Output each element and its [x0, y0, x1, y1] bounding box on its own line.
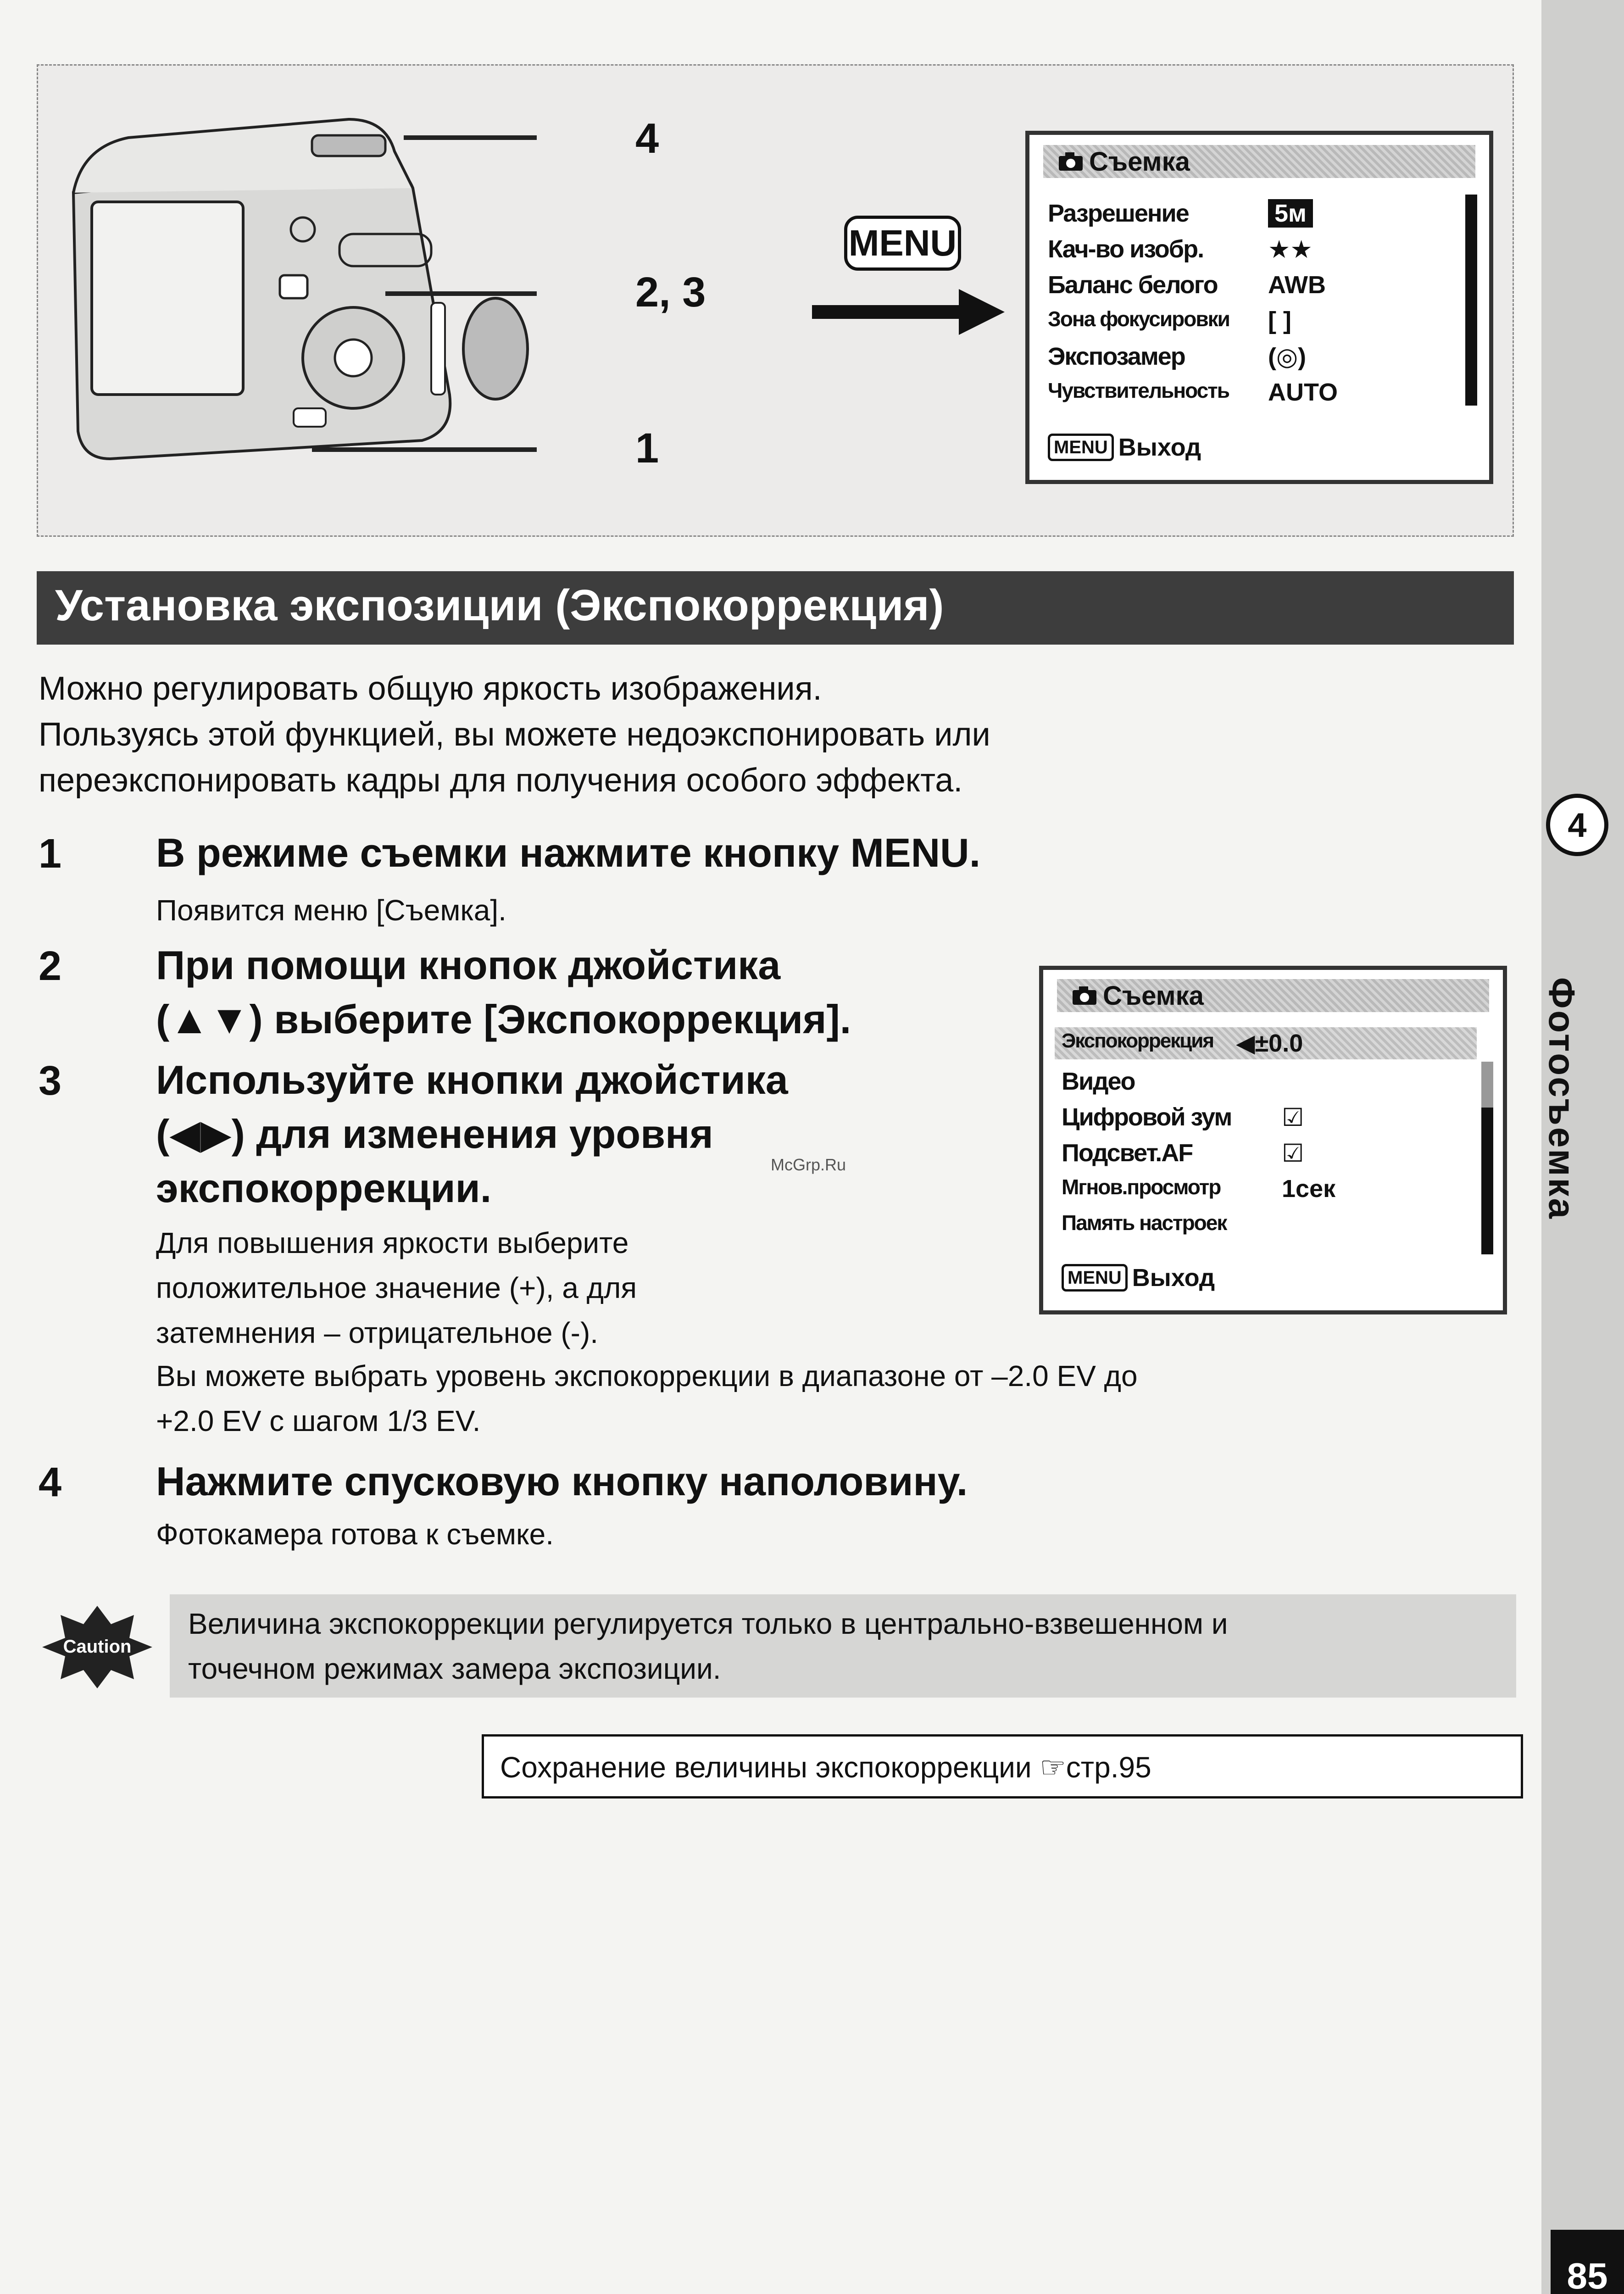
lcd-exit-label: Выход — [1132, 1264, 1215, 1292]
lcd-row-label: Экспокоррекция — [1062, 1030, 1214, 1052]
camera-icon — [1057, 151, 1085, 172]
lcd-row-label: Цифровой зум — [1062, 1103, 1232, 1131]
lcd-menu-title: Съемка — [1089, 146, 1190, 177]
lcd-row-value: 5м — [1268, 199, 1313, 228]
arrow-right-icon — [812, 280, 1005, 344]
lcd-row-label: Разрешение — [1048, 200, 1189, 227]
lcd-exit-label: Выход — [1118, 434, 1201, 461]
lcd-row-value: AUTO — [1268, 379, 1338, 406]
caution-icon — [42, 1606, 152, 1688]
lcd-row-value: ☑ — [1282, 1140, 1304, 1167]
camera-icon — [1071, 986, 1098, 1006]
step-note: Вы можете выбрать уровень экспокоррекции в диапазоне от –2.0 EV до — [156, 1359, 1138, 1392]
lcd-menu-shooting — [1025, 131, 1493, 484]
camera-illustration-icon — [55, 110, 537, 486]
lcd-row-value: ◀±0.0 — [1236, 1030, 1303, 1057]
step-note: +2.0 EV с шагом 1/3 EV. — [156, 1404, 481, 1437]
callout-4: 4 — [635, 115, 659, 162]
page-number: 85 — [1567, 2255, 1608, 2294]
lcd-row-label: Чувствительность — [1048, 379, 1229, 402]
callout-2-3: 2, 3 — [635, 269, 706, 316]
step-instruction: В режиме съемки нажмите кнопку MENU. — [156, 830, 981, 875]
step-instruction: (▲▼) выберите [Экспокоррекция]. — [156, 997, 851, 1042]
step-number: 1 — [39, 831, 62, 877]
lcd-row-label: Память настроек — [1062, 1211, 1227, 1235]
step-note: затемнения – отрицательное (-). — [156, 1316, 599, 1349]
lcd-row-label: Экспозамер — [1048, 343, 1185, 370]
step-instruction: При помощи кнопок джойстика — [156, 942, 781, 988]
step-note: Появится меню [Съемка]. — [156, 894, 506, 927]
lcd-row-label: Баланс белого — [1048, 271, 1218, 299]
step-note: Фотокамера готова к съемке. — [156, 1518, 554, 1551]
lcd-row-label: Зона фокусировки — [1048, 307, 1229, 331]
menu-button-icon: MENU — [1062, 1264, 1128, 1292]
caution-line: Величина экспокоррекции регулируется только в центрально-взвешенном и — [188, 1607, 1228, 1640]
lcd-row-label: Кач-во изобр. — [1048, 235, 1204, 263]
menu-key-label: MENU — [844, 216, 961, 271]
lcd-row-value: AWB — [1268, 271, 1326, 299]
step-note: положительное значение (+), а для — [156, 1271, 637, 1304]
chapter-title: Фотосъемка — [1541, 977, 1582, 1220]
chapter-number: 4 — [1568, 806, 1587, 844]
lcd-row-value: ★★ — [1268, 236, 1313, 263]
intro-line: Можно регулировать общую яркость изображения. — [39, 670, 822, 707]
intro-line: Пользуясь этой функцией, вы можете недоэкспонировать или — [39, 716, 990, 753]
step-number: 3 — [39, 1058, 62, 1104]
section-title: Установка экспозиции (Экспокоррекция) — [55, 581, 944, 630]
step-instruction: Используйте кнопки джойстика — [156, 1057, 788, 1102]
step-number: 2 — [39, 943, 62, 989]
lcd-row-value: ☑ — [1282, 1104, 1304, 1131]
caution-icon-label: Caution — [63, 1637, 132, 1657]
lcd-menu-exposure — [1039, 966, 1507, 1314]
lcd-row-value: [ ] — [1268, 307, 1291, 334]
chapter-number-badge — [1546, 794, 1608, 856]
step-note: Для повышения яркости выберите — [156, 1226, 629, 1259]
lcd-scroll-thumb — [1465, 195, 1477, 406]
lcd-row-value: (◎) — [1268, 343, 1307, 371]
lcd-exit — [1048, 433, 1201, 462]
step-instruction: (◀▶) для изменения уровня — [156, 1111, 713, 1157]
menu-button-icon: MENU — [1048, 434, 1114, 461]
lcd-row-value: 1сек — [1282, 1175, 1336, 1203]
lcd-row-label: Мгнов.просмотр — [1062, 1175, 1221, 1199]
caution-line: точечном режимах замера экспозиции. — [188, 1652, 721, 1685]
step-instruction: Нажмите спусковую кнопку наполовину. — [156, 1459, 968, 1504]
callout-1: 1 — [635, 425, 659, 472]
caution-text — [188, 1601, 1514, 1691]
lcd-menu-header — [1057, 979, 1489, 1012]
lcd-exit — [1062, 1264, 1215, 1292]
lcd-menu-title: Съемка — [1103, 980, 1204, 1011]
watermark: McGrp.Ru — [771, 1155, 846, 1174]
step-instruction: экспокоррекции. — [156, 1165, 492, 1211]
lcd-row-label: Подсвет.AF — [1062, 1139, 1193, 1167]
lcd-menu-header — [1043, 145, 1475, 178]
intro-line: переэкспонировать кадры для получения особого эффекта. — [39, 762, 963, 799]
lcd-row-label: Видео — [1062, 1068, 1135, 1095]
lcd-scroll-thumb — [1481, 1108, 1493, 1254]
reference-link[interactable]: Сохранение величины экспокоррекции ☞стр.95 — [500, 1751, 1151, 1784]
step-number: 4 — [39, 1459, 62, 1505]
